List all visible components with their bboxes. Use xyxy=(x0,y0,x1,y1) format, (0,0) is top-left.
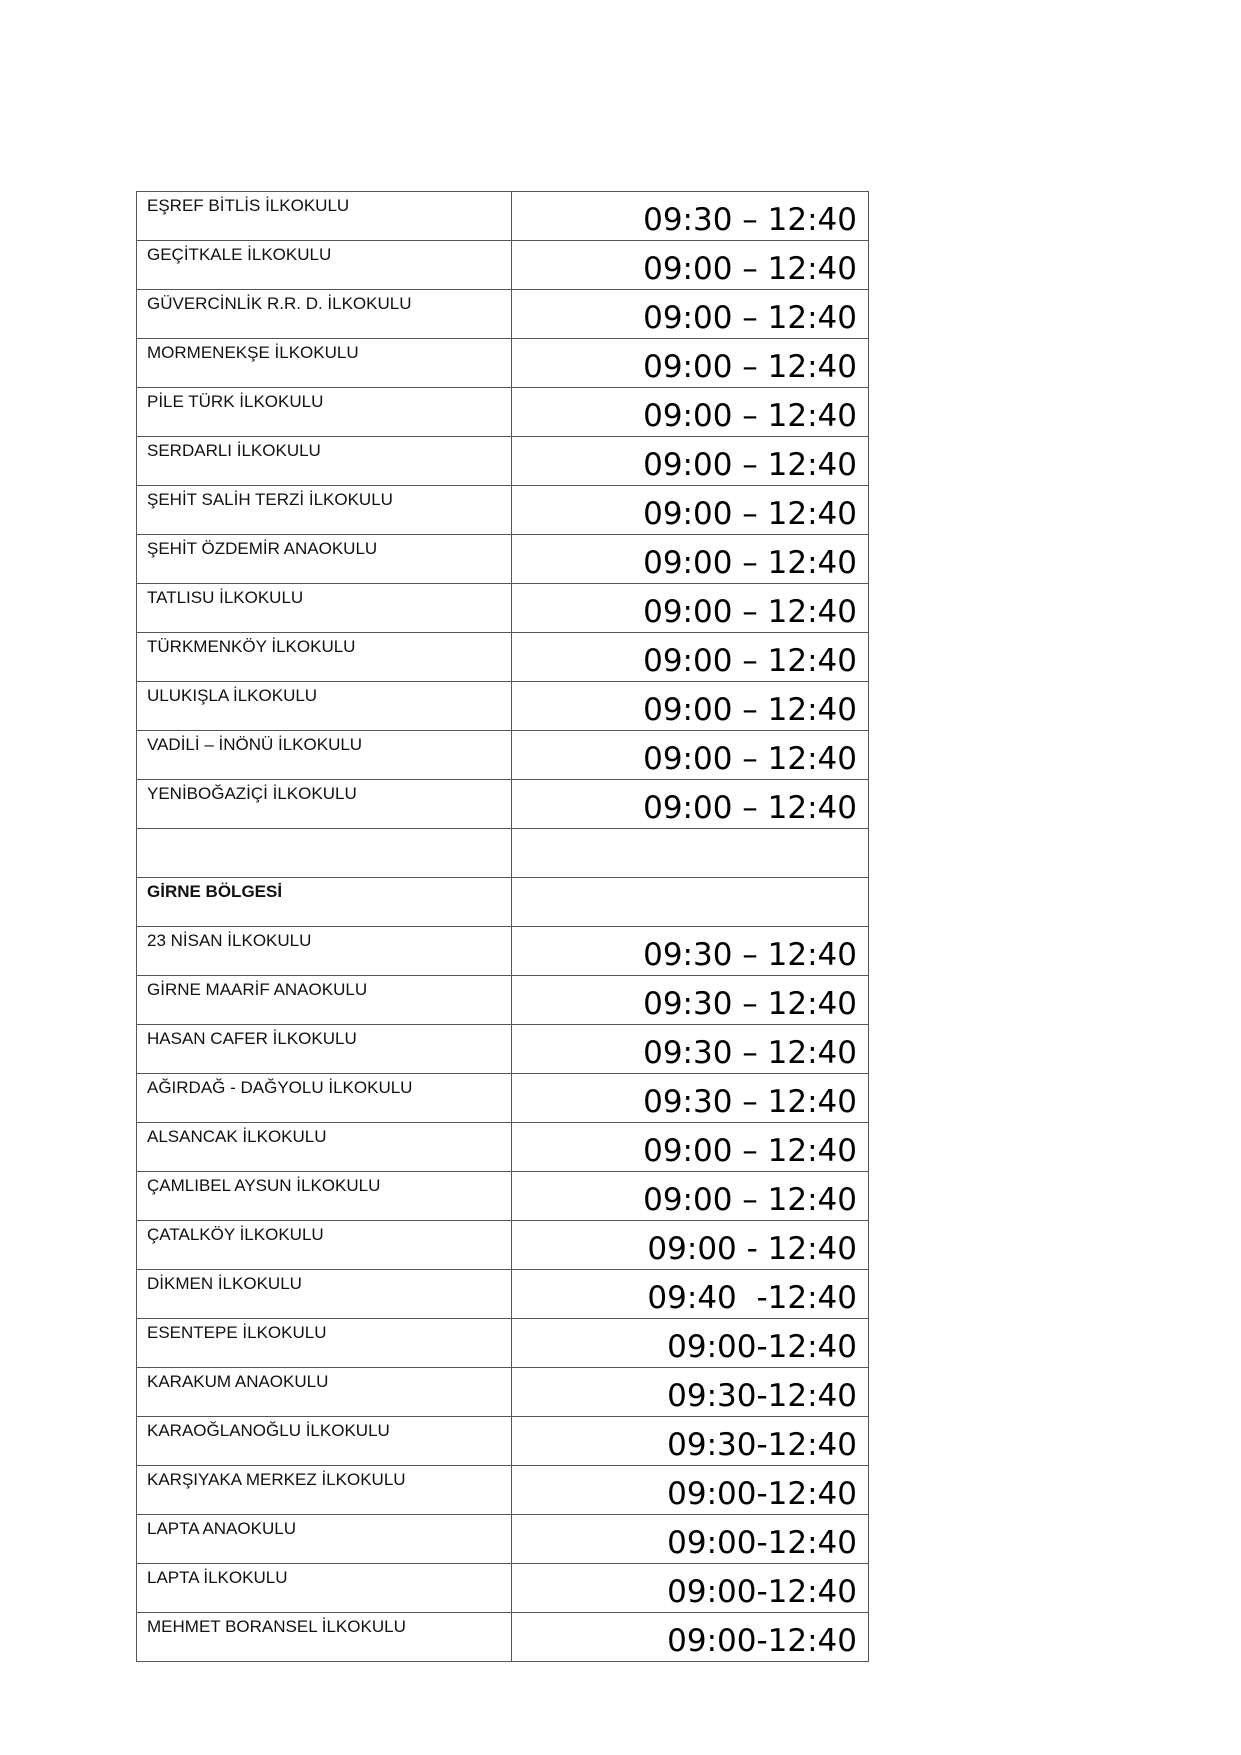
school-name: ULUKIŞLA İLKOKULU xyxy=(137,682,512,731)
school-name: ŞEHİT ÖZDEMİR ANAOKULU xyxy=(137,535,512,584)
table-row xyxy=(137,1564,869,1613)
school-name: ŞEHİT SALİH TERZİ İLKOKULU xyxy=(137,486,512,535)
time-range: 09:00 – 12:40 xyxy=(512,437,869,486)
school-name: HASAN CAFER İLKOKULU xyxy=(137,1025,512,1074)
time-range: 09:00-12:40 xyxy=(512,1515,869,1564)
school-name: PİLE TÜRK İLKOKULU xyxy=(137,388,512,437)
school-name: SERDARLI İLKOKULU xyxy=(137,437,512,486)
school-name: GÜVERCİNLİK R.R. D. İLKOKULU xyxy=(137,290,512,339)
table-row xyxy=(137,682,869,731)
table-row xyxy=(137,1221,869,1270)
school-name: EŞREF BİTLİS İLKOKULU xyxy=(137,192,512,241)
time-range: 09:00-12:40 xyxy=(512,1466,869,1515)
table-row xyxy=(137,1074,869,1123)
school-name: VADİLİ – İNÖNÜ İLKOKULU xyxy=(137,731,512,780)
time-range: 09:00 – 12:40 xyxy=(512,241,869,290)
time-range: 09:00 – 12:40 xyxy=(512,1123,869,1172)
time-range: 09:30 – 12:40 xyxy=(512,1074,869,1123)
school-schedule-table xyxy=(136,191,869,1662)
table-row xyxy=(137,486,869,535)
time-range: 09:30 – 12:40 xyxy=(512,192,869,241)
time-range: 09:00 – 12:40 xyxy=(512,535,869,584)
table-row xyxy=(137,1319,869,1368)
time-range: 09:30-12:40 xyxy=(512,1368,869,1417)
table-row xyxy=(137,731,869,780)
table-row xyxy=(137,1025,869,1074)
time-range: 09:00 – 12:40 xyxy=(512,780,869,829)
time-range: 09:00 – 12:40 xyxy=(512,339,869,388)
school-name: AĞIRDAĞ - DAĞYOLU İLKOKULU xyxy=(137,1074,512,1123)
table-row xyxy=(137,1368,869,1417)
time-range: 09:30 – 12:40 xyxy=(512,976,869,1025)
time-range: 09:30-12:40 xyxy=(512,1417,869,1466)
table-row xyxy=(137,633,869,682)
section-heading-row xyxy=(137,878,869,927)
time-range: 09:00 – 12:40 xyxy=(512,1172,869,1221)
table-row xyxy=(137,1515,869,1564)
time-range: 09:00 – 12:40 xyxy=(512,584,869,633)
table-row xyxy=(137,388,869,437)
time-range: 09:00 – 12:40 xyxy=(512,682,869,731)
school-name: 23 NİSAN İLKOKULU xyxy=(137,927,512,976)
school-name: DİKMEN İLKOKULU xyxy=(137,1270,512,1319)
time-range: 09:30 – 12:40 xyxy=(512,927,869,976)
time-range xyxy=(512,829,869,878)
school-name: LAPTA ANAOKULU xyxy=(137,1515,512,1564)
time-range: 09:00 – 12:40 xyxy=(512,731,869,780)
table-row xyxy=(137,535,869,584)
school-name: GEÇİTKALE İLKOKULU xyxy=(137,241,512,290)
section-heading: GİRNE BÖLGESİ xyxy=(137,878,512,927)
table-row xyxy=(137,437,869,486)
table-row xyxy=(137,780,869,829)
table-row xyxy=(137,1613,869,1662)
school-name: KARAOĞLANOĞLU İLKOKULU xyxy=(137,1417,512,1466)
table-row xyxy=(137,927,869,976)
school-name: TÜRKMENKÖY İLKOKULU xyxy=(137,633,512,682)
time-range: 09:00 - 12:40 xyxy=(512,1221,869,1270)
school-name: ÇATALKÖY İLKOKULU xyxy=(137,1221,512,1270)
table-row xyxy=(137,584,869,633)
table-row xyxy=(137,1270,869,1319)
time-range: 09:30 – 12:40 xyxy=(512,1025,869,1074)
table-row xyxy=(137,290,869,339)
school-name: LAPTA İLKOKULU xyxy=(137,1564,512,1613)
time-range: 09:00-12:40 xyxy=(512,1564,869,1613)
school-name: TATLISU İLKOKULU xyxy=(137,584,512,633)
table-row xyxy=(137,192,869,241)
time-range xyxy=(512,878,869,927)
table-row xyxy=(137,339,869,388)
school-name: GİRNE MAARİF ANAOKULU xyxy=(137,976,512,1025)
table-row xyxy=(137,1466,869,1515)
table-row xyxy=(137,241,869,290)
school-name: ALSANCAK İLKOKULU xyxy=(137,1123,512,1172)
school-name: YENİBOĞAZİÇİ İLKOKULU xyxy=(137,780,512,829)
school-name: ÇAMLIBEL AYSUN İLKOKULU xyxy=(137,1172,512,1221)
time-range: 09:40 -12:40 xyxy=(512,1270,869,1319)
time-range: 09:00 – 12:40 xyxy=(512,290,869,339)
school-name: ESENTEPE İLKOKULU xyxy=(137,1319,512,1368)
table-row xyxy=(137,1172,869,1221)
table-row xyxy=(137,976,869,1025)
table-row xyxy=(137,1417,869,1466)
school-name: MEHMET BORANSEL İLKOKULU xyxy=(137,1613,512,1662)
school-name xyxy=(137,829,512,878)
time-range: 09:00 – 12:40 xyxy=(512,388,869,437)
school-name: MORMENEKŞE İLKOKULU xyxy=(137,339,512,388)
school-name: KARŞIYAKA MERKEZ İLKOKULU xyxy=(137,1466,512,1515)
time-range: 09:00 – 12:40 xyxy=(512,633,869,682)
school-name: KARAKUM ANAOKULU xyxy=(137,1368,512,1417)
table-row xyxy=(137,829,869,878)
schedule-table-body xyxy=(137,192,869,1662)
time-range: 09:00-12:40 xyxy=(512,1613,869,1662)
table-row xyxy=(137,1123,869,1172)
time-range: 09:00 – 12:40 xyxy=(512,486,869,535)
time-range: 09:00-12:40 xyxy=(512,1319,869,1368)
